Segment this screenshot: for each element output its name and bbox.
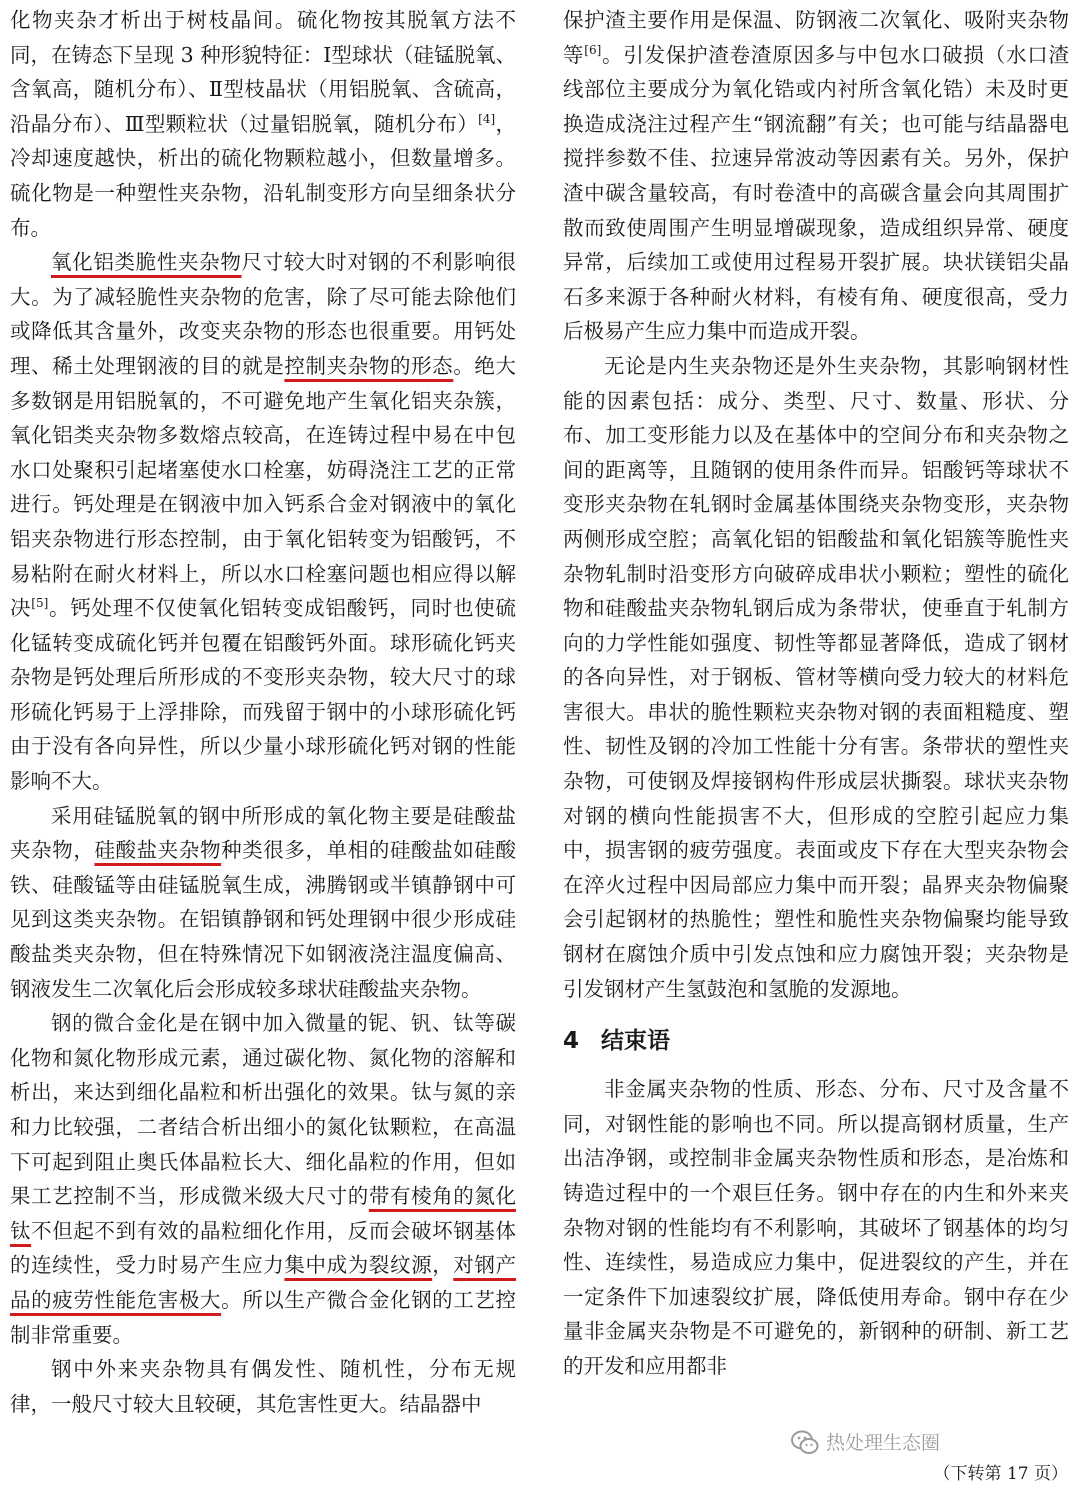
- paragraph-mold-flux: [563, 3, 1069, 349]
- wechat-icon: [790, 1428, 820, 1458]
- text-run: 保护渣主要作用是保温、防钢液二次氧化、吸附夹杂物等: [563, 8, 1069, 67]
- watermark-text: 热处理生态圈: [826, 1431, 941, 1454]
- text-run: 。所以生产微合金化钢的工艺控制非常重要。: [10, 1287, 517, 1347]
- text-run: 不但起不到有效的晶粒细化作用，反而会破坏钢基体的连续性，受力时易产生应力: [10, 1218, 516, 1278]
- paragraph-sulfide-morphology: [10, 3, 516, 245]
- citation-ref: [4]: [478, 111, 496, 126]
- text-run: 。引发保护渣卷渣原因多与中包水口破损（水口渣线部位主要成分为氧化锆或内衬所含氧化锆）未及时更换造成浇注过程产生“钢流翻”有关；也可能与结晶器电搅拌参数不佳、拉速异常波动等因素有关。另外，保护渣中碳含量较高，有时卷渣中的高碳含量会向其周围扩散而致使周围产生明显增碳现象，造成组织异常、硬度异常，后续加工或使用过程易开裂扩展。块状镁铝尖晶石多来源于各种耐火材料，有棱有角、硬度很高，受力后极易产生应力集中而造成开裂。: [563, 42, 1070, 344]
- text-run: 。绝大多数钢是用铝脱氧的，不可避免地产生氧化铝夹杂簇，氧化铝类夹杂物多数熔点较高，在连铸过程中易在中包水口处聚积引起堵塞使水口栓塞，妨碍浇注工艺的正常进行。钙处理是在钢液中加入钙系合金对钢液中的氧化铝夹杂物进行形态控制，由于氧化铝转变为铝酸钙，不易粘附在耐火材料上，所以水口栓塞问题也相应得以解决: [10, 353, 517, 621]
- section-heading-conclusion: [563, 1024, 1069, 1058]
- left-column: [10, 3, 516, 1421]
- paragraph-microalloying: [10, 1006, 516, 1352]
- text-run: 种类很多，单相的硅酸盐如硅酸铁、硅酸锰等由硅锰脱氧生成，沸腾钢或半镇静钢中可见到这类夹杂物。在铝镇静钢和钙处理钢中很少形成硅酸盐类夹杂物，但在特殊情况下如钢液浇注温度偏高、钢液发生二次氧化后会形成较多球状硅酸盐夹杂物。: [10, 838, 517, 1001]
- paragraph-inclusion-effects: 无论是内生夹杂物还是外生夹杂物，其影响钢材性能的因素包括：成分、类型、尺寸、数量、形状、分布、加工变形能力以及在基体中的空间分布和夹杂物之间的距离等，且随钢的使用条件而异。铝酸钙等球状不变形夹杂物在轧钢时金属基体围绕夹杂物变形，夹杂物两侧形成空腔；高氧化铝的铝酸盐和氧化铝簇等脆性夹杂物轧制时沿变形方向破碎成串状小颗粒；塑性的硫化物和硅酸盐夹杂物轧钢后成为条带状，使垂直于轧制方向的力学性能如强度、韧性等都显著降低，造成了钢材的各向异性，对于钢板、管材等横向受力较大的材料危害很大。串状的脆性颗粒夹杂物对钢的表面粗糙度、塑性、韧性及钢的冷加工性能十分有害。条带状的塑性夹杂物，可使钢及焊接钢构件形成层状撕裂。球状夹杂物对钢的横向性能损害不大，但形成的空腔引起应力集中，损害钢的疲劳强度。表面或皮下存在大型夹杂物会在淬火过程中因局部应力集中而开裂；晶界夹杂物偏聚会引起钢材的热脆性；塑性和脆性夹杂物偏聚均能导致钢材在腐蚀介质中引发点蚀和应力腐蚀开裂；夹杂物是引发钢材产生氢鼓泡和氢脆的发源地。: [563, 353, 1069, 1001]
- underlined-phrase: 控制夹杂物的形态: [284, 353, 454, 378]
- underlined-phrase: 对钢产品的疲劳性能危害极大: [10, 1253, 517, 1312]
- continuation-note: （下转第 17 页）: [933, 1464, 1068, 1484]
- citation-ref: [6]: [584, 42, 602, 57]
- text-run: 钢中外来夹杂物具有偶发性、随机性，分布无规律，一般尺寸较大且较硬，其危害性更大。结晶器中: [10, 1357, 516, 1416]
- paragraph-silicate-inclusions: [10, 799, 516, 1007]
- text-run: 尺寸较大时对钢的不利影响很大。为了减轻脆性夹杂物的危害，除了尽可能去除他们或降低其含量外，改变夹杂物的形态也很重要。用钙处理、稀土处理钢液的目的就是: [10, 250, 516, 378]
- text-run: 采用硅锰脱氧的钢中所形成的氧化物主要是硅酸盐夹杂物，: [10, 803, 516, 863]
- watermark: [790, 1428, 1075, 1458]
- underlined-phrase: 硅酸盐夹杂物: [94, 838, 222, 863]
- underlined-phrase: 带有棱角的氮化钛: [10, 1184, 517, 1243]
- citation-ref: [5]: [31, 596, 49, 611]
- paragraph-conclusion: 非金属夹杂物的性质、形态、分布、尺寸及含量不同，对钢性能的影响也不同。所以提高钢材质量，生产出洁净钢，或控制非金属夹杂物性质和形态，是冶炼和铸造过程中的一个艰巨任务。钢中存在的内生和外来夹杂物对钢的性能均有不利影响，其破坏了钢基体的均匀性、连续性，易造成应力集中，促进裂纹的产生，并在一定条件下加速裂纹扩展，降低使用寿命。钢中存在少量非金属夹杂物是不可避免的，新钢种的研制、新工艺的开发和应用都非: [563, 1077, 1069, 1378]
- section-title: 结束语: [601, 1028, 670, 1055]
- text-run: ，: [432, 1253, 454, 1278]
- text-run: 。钙处理不仅使氧化铝转变成铝酸钙，同时也使硫化锰转变成硫化钙并包覆在铝酸钙外面。球形硫化钙夹杂物是钙处理后所形成的不变形夹杂物，较大尺寸的球形硫化钙易于上浮排除，而残留于钢中的小球形硫化钙由于没有各向异性，所以少量小球形硫化钙对钢的性能影响不大。: [10, 596, 517, 794]
- text-run: 化物夹杂才析出于树枝晶间。硫化物按其脱氧方法不同，在铸态下呈现 3 种形貌特征：Ⅰ型球状（硅锰脱氧、含氧高，随机分布）、Ⅱ型枝晶状（用铝脱氧、含硫高，沿晶分布）、Ⅲ型颗粒状（过量铝脱氧，随机分布）: [10, 8, 516, 136]
- section-number: 4: [563, 1028, 580, 1055]
- underlined-phrase: 氧化铝类脆性夹杂物: [51, 250, 242, 275]
- paragraph-exogenous-inclusions: [10, 1352, 516, 1421]
- text-run: 钢的微合金化是在钢中加入微量的铌、钒、钛等碳化物和氮化物形成元素，通过碳化物、氮化物的溶解和析出，来达到细化晶粒和析出强化的效果。钛与氮的亲和力比较强，二者结合析出细小的氮化钛颗粒，在高温下可起到阻止奥氏体晶粒长大、细化晶粒的作用，但如果工艺控制不当，形成微米级大尺寸的: [10, 1011, 516, 1209]
- right-column: [563, 3, 1069, 1384]
- underlined-phrase: 集中成为裂纹源: [284, 1253, 433, 1278]
- text-run: ，冷却速度越快，析出的硫化物颗粒越小，但数量增多。硫化物是一种塑性夹杂物，沿轧制变形方向呈细条状分布。: [10, 111, 516, 240]
- paragraph-alumina-inclusions: [10, 245, 516, 799]
